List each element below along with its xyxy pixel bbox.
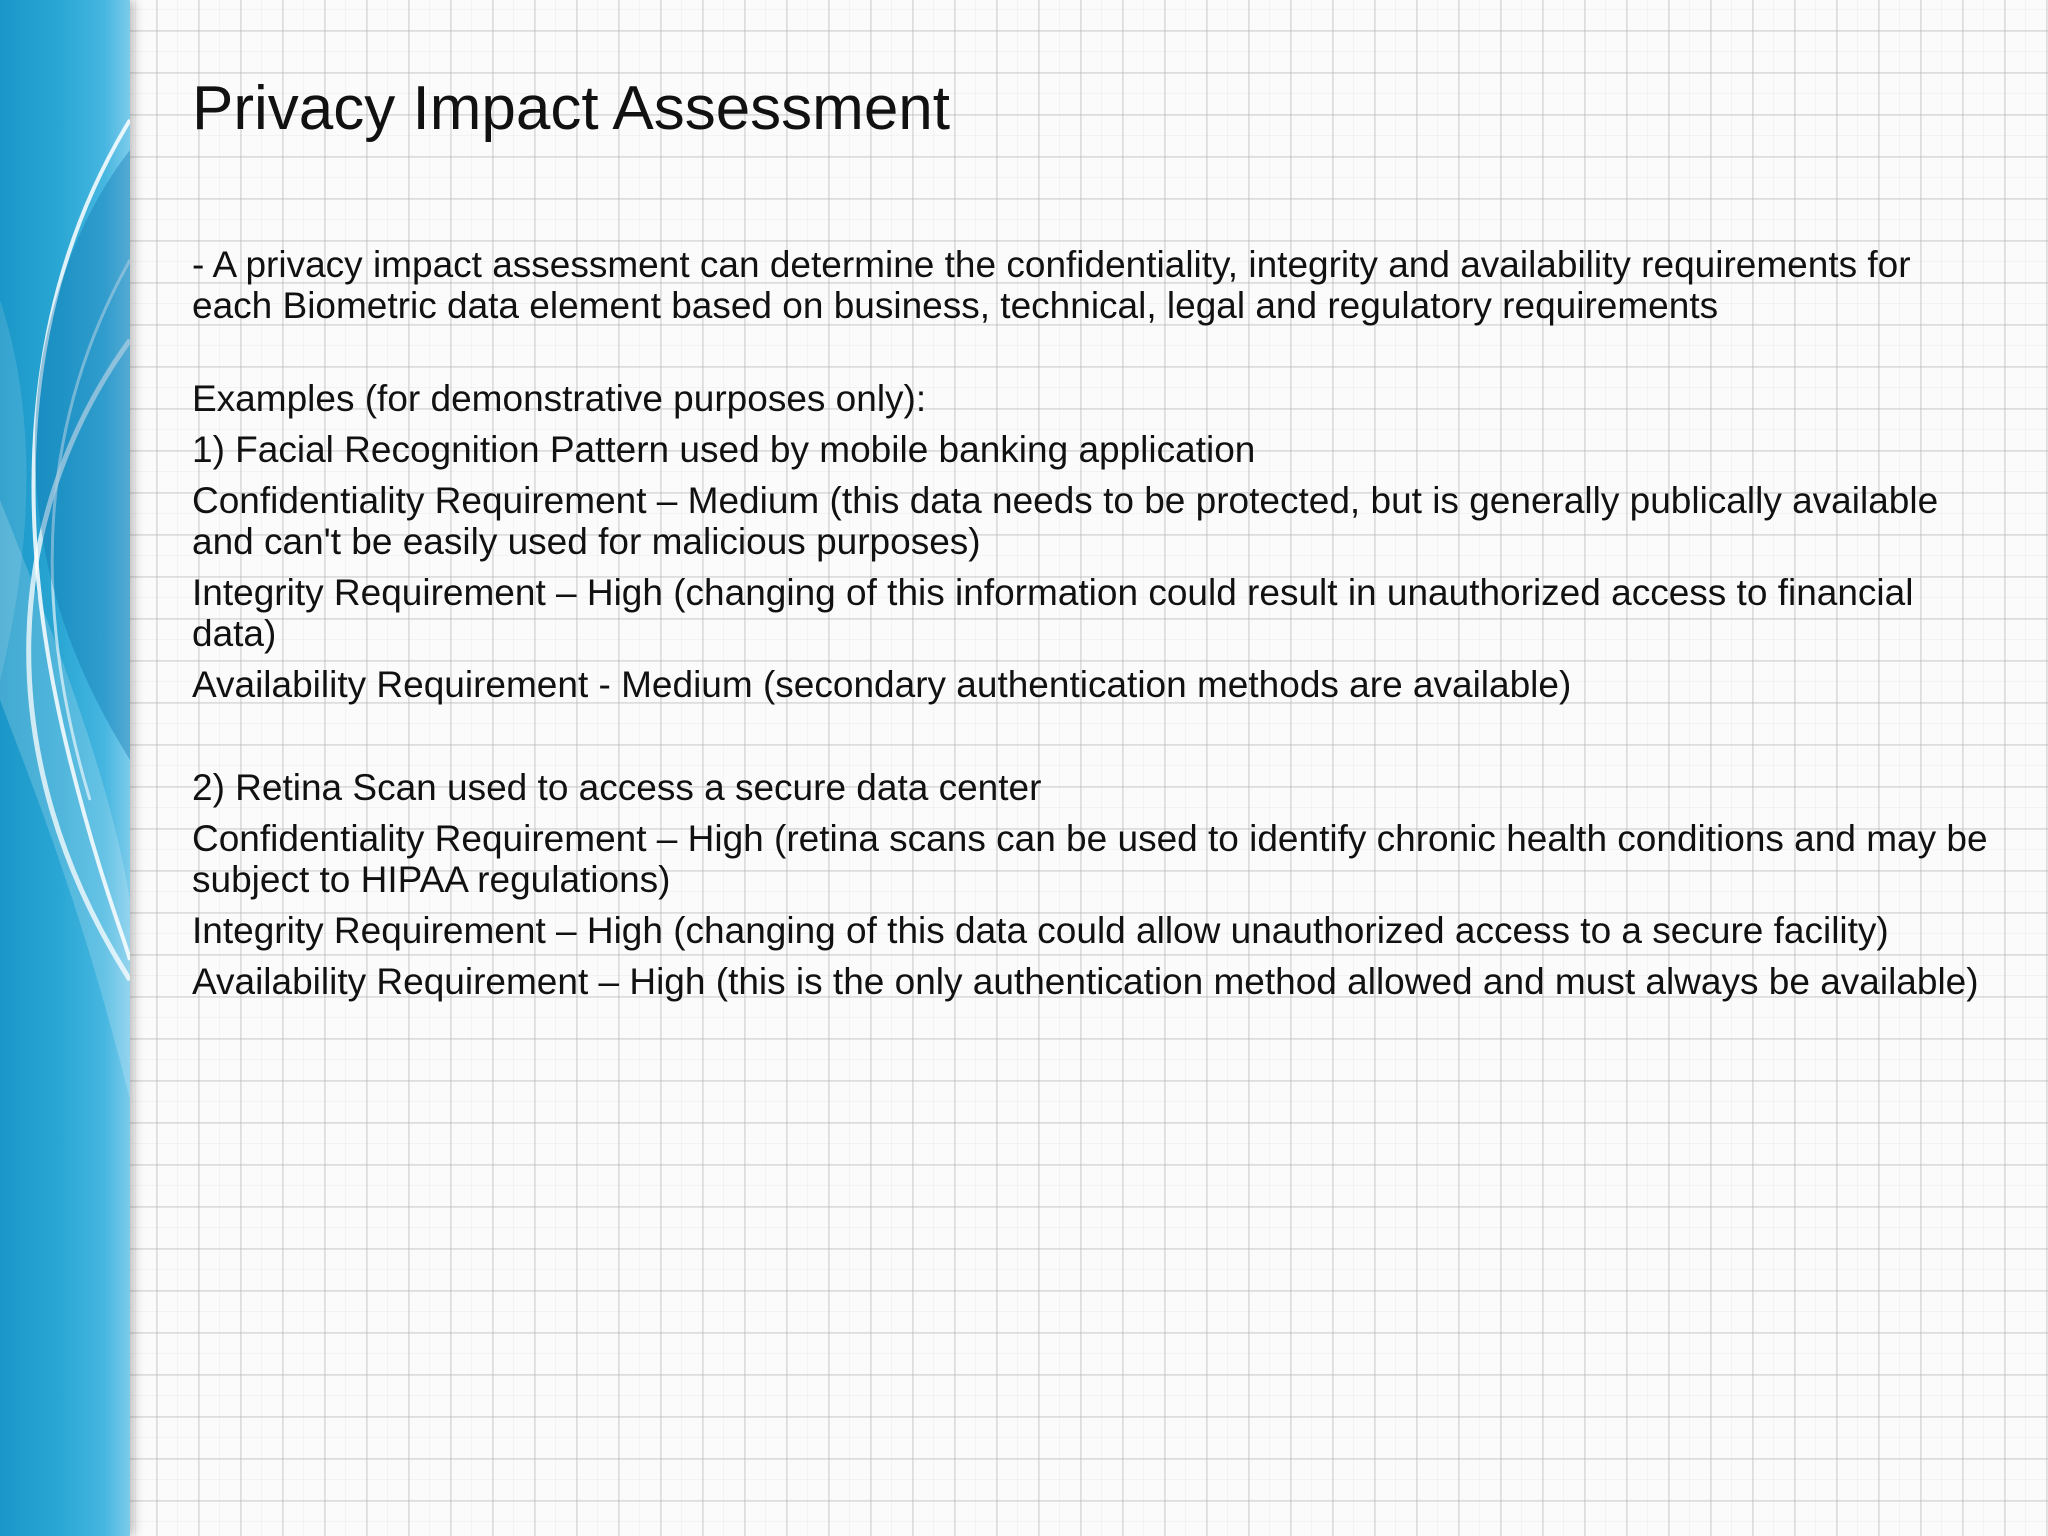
- examples-heading: Examples (for demonstrative purposes only):: [192, 378, 927, 419]
- example2-confidentiality: Confidentiality Requirement – High (retina scans can be used to identify chronic health conditions and may be subject to HIPAA regulations): [192, 818, 1988, 900]
- slide-body: [192, 244, 1992, 1002]
- example1-availability: Availability Requirement - Medium (secondary authentication methods are available): [192, 664, 1572, 705]
- swoosh-decoration: [0, 0, 130, 1536]
- example1-integrity: Integrity Requirement – High (changing of this information could result in unauthorized access to financial data): [192, 572, 1914, 654]
- example1-confidentiality: Confidentiality Requirement – Medium (this data needs to be protected, but is generally publically available and can't be easily used for malicious purposes): [192, 480, 1939, 562]
- decorative-side-band: [0, 0, 130, 1536]
- intro-paragraph: - A privacy impact assessment can determine the confidentiality, integrity and availability requirements for each Biometric data element based on business, technical, legal and regulatory requirements: [192, 244, 1911, 326]
- example2-availability: Availability Requirement – High (this is the only authentication method allowed and must always be available): [192, 961, 1979, 1002]
- example2-integrity: Integrity Requirement – High (changing of this data could allow unauthorized access to a secure facility): [192, 910, 1889, 951]
- slide-title: Privacy Impact Assessment: [192, 74, 951, 143]
- example2-heading: 2) Retina Scan used to access a secure data center: [192, 767, 1042, 808]
- example1-heading: 1) Facial Recognition Pattern used by mobile banking application: [192, 429, 1256, 470]
